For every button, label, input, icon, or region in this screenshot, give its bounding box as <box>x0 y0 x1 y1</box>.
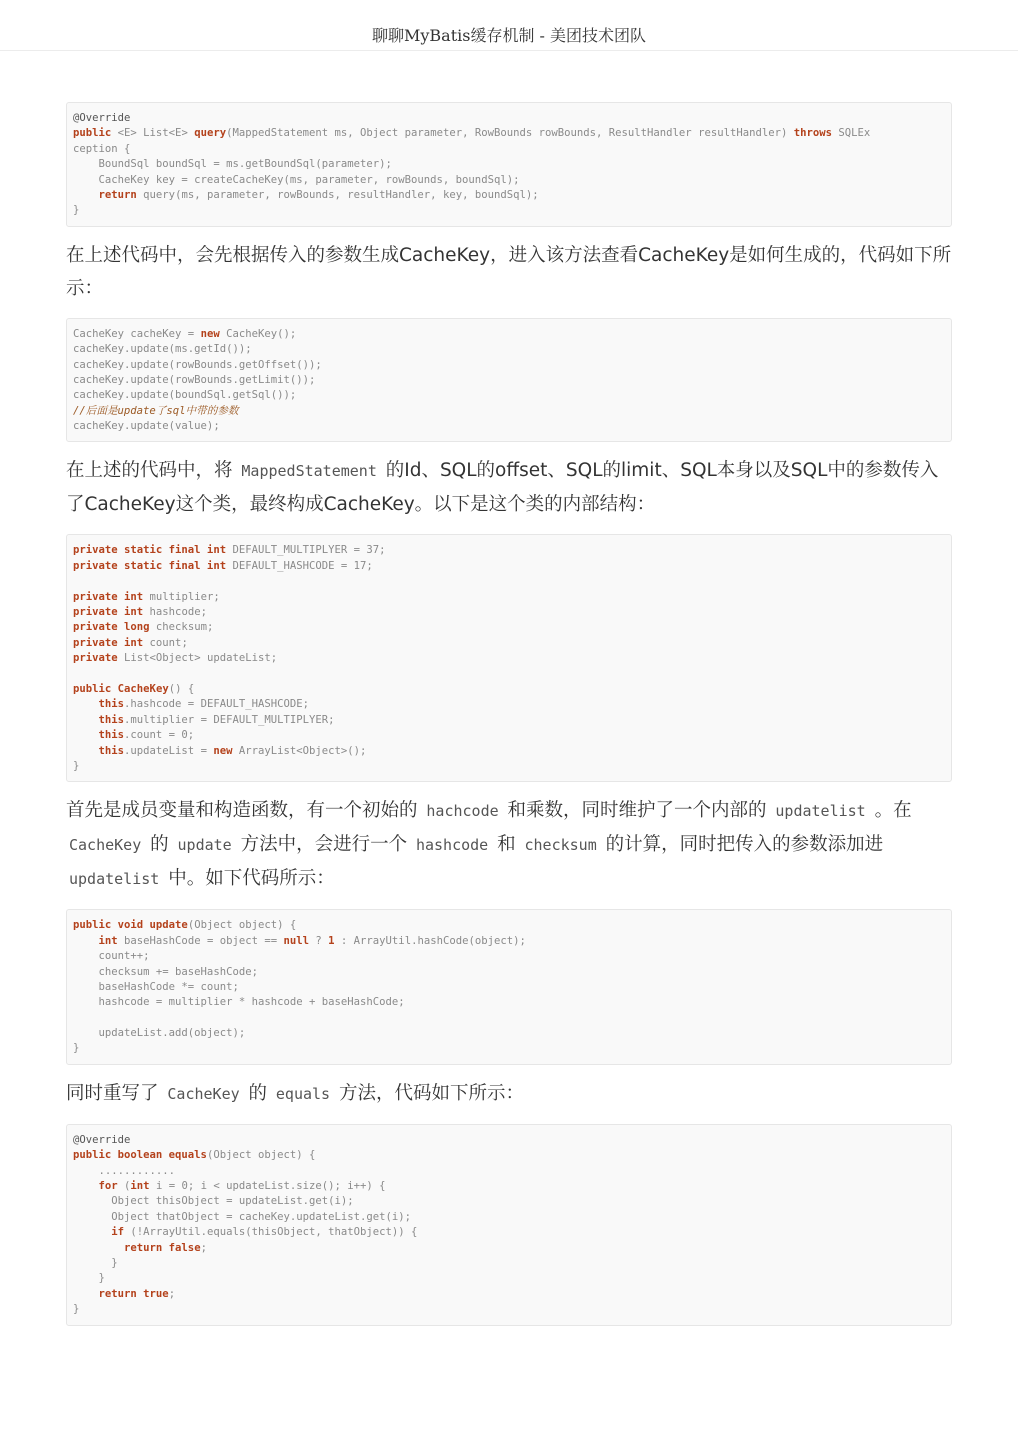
code-text: () { <box>168 682 195 695</box>
code-text <box>73 729 99 741</box>
code-block <box>66 318 952 443</box>
article-body <box>66 102 952 1326</box>
code-text: ( <box>117 1180 131 1193</box>
code-block <box>66 1124 952 1326</box>
code-keyword: public void update <box>73 919 188 932</box>
code-text: (Object object) { <box>206 1149 316 1162</box>
code-keyword: public <box>73 682 112 695</box>
code-text: (!ArrayUtil.equals(thisObject, thatObject)) { <box>124 1226 418 1239</box>
code-line <box>73 1179 945 1194</box>
code-text: List<Object> updateList; <box>117 652 278 665</box>
code-line <box>73 188 945 203</box>
code-text: ArrayList<Object>(); <box>232 744 367 757</box>
code-text: ; <box>200 1241 207 1254</box>
code-line <box>73 934 945 949</box>
paragraph <box>66 454 952 521</box>
page-header <box>0 0 1018 51</box>
code-text <box>73 189 99 201</box>
code-keyword: CacheKey <box>117 682 169 695</box>
paragraph-text: 和乘数，同时维护了一个内部的 <box>501 800 773 822</box>
inline-code: hachcode <box>426 802 499 821</box>
code-line <box>73 1026 945 1041</box>
code-text: <E> List<E> <box>111 127 195 140</box>
code-text: Object thisObject = updateList.get(i); <box>73 1195 354 1208</box>
code-keyword: this <box>98 713 125 726</box>
code-line <box>73 1256 945 1271</box>
code-text: cacheKey.update(ms.getId()); <box>73 343 252 356</box>
code-text <box>73 1242 124 1254</box>
paragraph-text: 的计算，同时把传入的参数添加进 <box>599 834 884 856</box>
paragraph-text: 中。如下代码所示： <box>162 868 335 890</box>
code-line <box>73 327 945 342</box>
code-text <box>73 1226 111 1238</box>
code-text: Object thatObject = cacheKey.updateList.get(i); <box>73 1210 412 1223</box>
code-line <box>73 342 945 357</box>
inline-code: hashcode <box>415 836 489 855</box>
paragraph <box>66 239 952 305</box>
code-line <box>73 697 945 712</box>
code-keyword: private int <box>73 636 144 649</box>
code-keyword: query <box>194 127 227 140</box>
code-text: } <box>73 1042 80 1055</box>
page-title: 聊聊MyBatis缓存机制 - 美团技术团队 <box>371 26 647 45</box>
code-text: .count = 0; <box>124 729 195 742</box>
code-text: (MappedStatement ms, Object parameter, RowBounds rowBounds, ResultHandler resultHandler) <box>226 127 794 140</box>
code-line <box>73 1225 945 1240</box>
paragraph-text: 在上述代码中，会先根据传入的参数生成CacheKey，进入该方法查看CacheKey是如何生成的，代码如下所示： <box>66 244 952 299</box>
code-block <box>66 534 952 782</box>
code-line <box>73 980 945 995</box>
code-line <box>73 574 945 589</box>
code-text: BoundSql boundSql = ms.getBoundSql(parameter); <box>73 158 392 171</box>
code-keyword: private int <box>73 590 144 603</box>
paragraph-text: 方法中，会进行一个 <box>234 834 413 856</box>
paragraph-text: 的Id、SQL的offset、SQL的limit、SQL本身以及SQL中的参数传入了CacheKey这个类，最终构成CacheKey。以下是这个类的内部结构： <box>66 460 939 516</box>
code-text: } <box>73 1303 80 1316</box>
code-line <box>73 995 945 1010</box>
code-line <box>73 728 945 743</box>
code-line <box>73 1041 945 1056</box>
code-keyword: public boolean equals <box>73 1149 207 1162</box>
paragraph-text: 方法，代码如下所示： <box>333 1082 524 1104</box>
code-text <box>73 1288 99 1300</box>
code-text: multiplier; <box>143 590 220 603</box>
code-keyword: null <box>283 934 309 947</box>
code-text: @Override <box>73 112 131 124</box>
code-line <box>73 965 945 980</box>
code-text: baseHashCode = object == <box>117 934 284 947</box>
inline-code: MappedStatement <box>241 462 377 481</box>
code-text: SQLEx <box>832 127 871 140</box>
inline-code: CacheKey <box>69 836 142 855</box>
code-line <box>73 759 945 774</box>
code-line <box>73 142 945 157</box>
code-text <box>73 714 99 726</box>
code-line <box>73 126 945 141</box>
code-text: @Override <box>73 1133 131 1146</box>
code-line <box>73 1194 945 1209</box>
code-line <box>73 173 945 188</box>
code-text: count; <box>143 636 188 649</box>
code-line <box>73 713 945 728</box>
code-line <box>73 358 945 373</box>
code-text <box>73 745 99 757</box>
code-line <box>73 388 945 403</box>
code-keyword: private int <box>73 606 144 619</box>
code-line <box>73 667 945 682</box>
inline-code: equals <box>275 1084 331 1103</box>
code-line <box>73 1241 945 1256</box>
inline-code: checksum <box>524 836 597 855</box>
code-line <box>73 373 945 388</box>
paragraph <box>66 1077 952 1111</box>
code-line <box>73 636 945 651</box>
code-text <box>73 698 99 710</box>
code-keyword: public <box>73 127 112 140</box>
code-keyword: return true <box>98 1287 169 1300</box>
code-text <box>73 935 99 947</box>
code-line <box>73 203 945 218</box>
code-line <box>73 744 945 759</box>
paragraph-text: 的 <box>242 1082 273 1104</box>
code-line <box>73 651 945 666</box>
code-keyword: 1 <box>328 934 335 947</box>
code-text: .hashcode = DEFAULT_HASHCODE; <box>124 698 309 711</box>
code-line <box>73 1210 945 1225</box>
code-text: CacheKey(); <box>219 327 297 340</box>
code-keyword: return <box>98 188 137 201</box>
code-keyword: for <box>98 1180 118 1193</box>
code-block <box>66 909 952 1065</box>
code-text: ............ <box>73 1164 176 1177</box>
paragraph-text: 。在 <box>868 800 912 822</box>
code-line <box>73 157 945 172</box>
paragraph-text: 同时重写了 <box>66 1082 165 1104</box>
code-line <box>73 1011 945 1026</box>
code-text: DEFAULT_MULTIPLYER = 37; <box>226 544 386 557</box>
code-text: updateList.add(object); <box>73 1027 246 1040</box>
code-keyword: this <box>98 744 125 757</box>
code-line <box>73 543 945 558</box>
code-text <box>73 1180 99 1192</box>
paragraph-text: 在上述的代码中，将 <box>66 460 239 482</box>
code-line <box>73 1164 945 1179</box>
code-line <box>73 1302 945 1317</box>
code-text: baseHashCode *= count; <box>73 980 239 993</box>
code-text: .multiplier = DEFAULT_MULTIPLYER; <box>124 713 335 726</box>
code-line <box>73 682 945 697</box>
code-line <box>73 949 945 964</box>
code-text: ception { <box>73 142 131 155</box>
code-keyword: int <box>98 934 118 947</box>
code-text: hashcode; <box>143 606 207 619</box>
paragraph-text: 和 <box>491 834 522 856</box>
code-text: DEFAULT_HASHCODE = 17; <box>226 559 373 572</box>
code-text: cacheKey.update(rowBounds.getLimit()); <box>73 373 316 386</box>
code-comment: //后面是update了sql中带的参数 <box>73 404 239 417</box>
code-text: } <box>73 204 80 217</box>
code-line <box>73 918 945 933</box>
code-keyword: return false <box>124 1241 201 1254</box>
code-line <box>73 1148 945 1163</box>
code-text: hashcode = multiplier * hashcode + baseHashCode; <box>73 996 405 1009</box>
code-keyword: this <box>98 698 125 711</box>
code-line <box>73 620 945 635</box>
code-line <box>73 404 945 419</box>
code-line <box>73 559 945 574</box>
code-text: .updateList = <box>124 744 214 757</box>
code-keyword: int <box>130 1180 150 1193</box>
code-line <box>73 1287 945 1302</box>
code-text: checksum; <box>149 621 214 634</box>
code-keyword: private static final int <box>73 559 227 572</box>
code-keyword: this <box>98 729 125 742</box>
code-text: CacheKey cacheKey = <box>73 327 201 340</box>
code-text: cacheKey.update(boundSql.getSql()); <box>73 389 297 402</box>
code-text: count++; <box>73 950 150 963</box>
code-keyword: new <box>213 744 233 757</box>
code-text: i = 0; i < updateList.size(); i++) { <box>149 1180 386 1193</box>
code-line <box>73 1271 945 1286</box>
code-text: ? <box>309 934 329 947</box>
code-text: } <box>73 1256 118 1269</box>
code-block <box>66 102 952 227</box>
inline-code: updatelist <box>69 870 160 889</box>
paragraph <box>66 794 952 896</box>
inline-code: updatelist <box>775 802 866 821</box>
code-text: cacheKey.update(rowBounds.getOffset()); <box>73 358 322 371</box>
code-keyword: private long <box>73 621 150 634</box>
code-text: } <box>73 1272 105 1285</box>
code-line <box>73 590 945 605</box>
code-keyword: private static final int <box>73 544 227 557</box>
code-line <box>73 1133 945 1148</box>
code-line <box>73 605 945 620</box>
code-keyword: new <box>200 327 220 340</box>
code-text: CacheKey key = createCacheKey(ms, parameter, rowBounds, boundSql); <box>73 173 520 186</box>
inline-code: CacheKey <box>167 1084 240 1103</box>
code-text: cacheKey.update(value); <box>73 420 220 433</box>
code-keyword: private <box>73 652 118 665</box>
code-text: : ArrayUtil.hashCode(object); <box>334 934 526 947</box>
code-keyword: throws <box>793 127 833 140</box>
paragraph-text: 首先是成员变量和构造函数，有一个初始的 <box>66 800 424 822</box>
code-text: ; <box>168 1287 176 1300</box>
code-text: } <box>73 759 80 772</box>
code-line <box>73 419 945 434</box>
code-text: checksum += baseHashCode; <box>73 965 258 978</box>
code-line <box>73 111 945 126</box>
code-text: (Object object) { <box>187 919 297 932</box>
code-keyword: if <box>111 1226 125 1239</box>
inline-code: update <box>177 836 232 855</box>
paragraph-text: 的 <box>144 834 175 856</box>
code-text: query(ms, parameter, rowBounds, resultHandler, key, boundSql); <box>136 188 539 201</box>
